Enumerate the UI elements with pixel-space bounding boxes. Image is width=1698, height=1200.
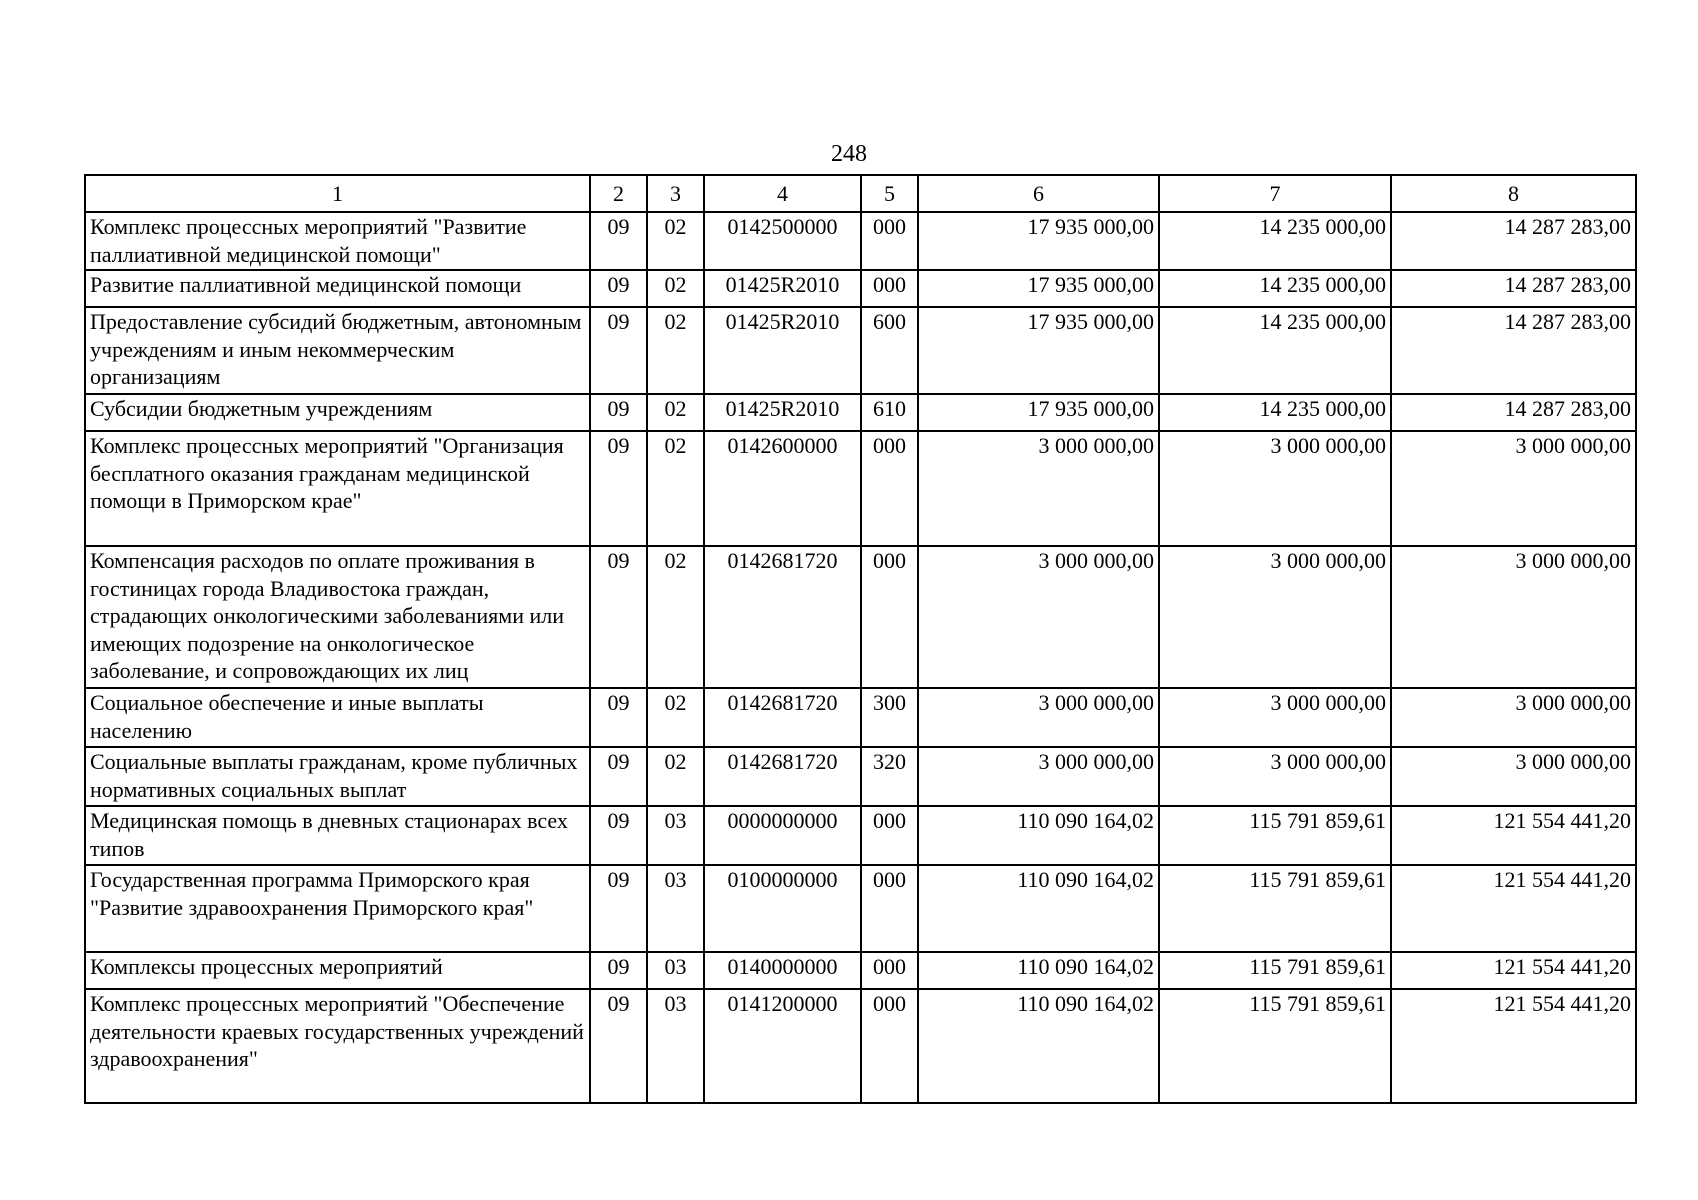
row-target-code: 0142681720 <box>704 688 861 747</box>
row-amount-col8: 14 287 283,00 <box>1391 307 1636 394</box>
row-expense-type: 300 <box>861 688 918 747</box>
table-row <box>85 212 1636 270</box>
row-amount-col8: 121 554 441,20 <box>1391 865 1636 952</box>
row-expense-type: 000 <box>861 270 918 307</box>
table-row <box>85 989 1636 1103</box>
table-row <box>85 307 1636 394</box>
row-subsection: 02 <box>647 431 704 546</box>
header-col-3: 3 <box>647 175 704 212</box>
row-name: Предоставление субсидий бюджетным, автономным учреждениям и иным некоммерческим организациям <box>85 307 590 394</box>
row-target-code: 01425R2010 <box>704 270 861 307</box>
row-name: Комплекс процессных мероприятий "Обеспечение деятельности краевых государственных учреждений здравоохранения" <box>85 989 590 1103</box>
row-amount-col8: 121 554 441,20 <box>1391 806 1636 865</box>
row-amount-col7: 115 791 859,61 <box>1159 806 1391 865</box>
row-subsection: 02 <box>647 307 704 394</box>
table-row <box>85 688 1636 747</box>
row-expense-type: 000 <box>861 546 918 688</box>
row-amount-col8: 3 000 000,00 <box>1391 747 1636 806</box>
row-name: Комплекс процессных мероприятий "Развитие паллиативной медицинской помощи" <box>85 212 590 270</box>
row-expense-type: 000 <box>861 865 918 952</box>
row-amount-col8: 3 000 000,00 <box>1391 546 1636 688</box>
row-subsection: 03 <box>647 865 704 952</box>
row-target-code: 0142500000 <box>704 212 861 270</box>
row-amount-col8: 14 287 283,00 <box>1391 394 1636 431</box>
header-col-7: 7 <box>1159 175 1391 212</box>
row-amount-col7: 3 000 000,00 <box>1159 747 1391 806</box>
row-subsection: 02 <box>647 747 704 806</box>
row-amount-col6: 17 935 000,00 <box>918 270 1159 307</box>
row-expense-type: 000 <box>861 212 918 270</box>
row-amount-col7: 14 235 000,00 <box>1159 270 1391 307</box>
table-row <box>85 747 1636 806</box>
row-section: 09 <box>590 806 647 865</box>
row-section: 09 <box>590 688 647 747</box>
row-expense-type: 600 <box>861 307 918 394</box>
row-section: 09 <box>590 394 647 431</box>
row-subsection: 02 <box>647 394 704 431</box>
row-amount-col6: 3 000 000,00 <box>918 431 1159 546</box>
row-name: Комплексы процессных мероприятий <box>85 952 590 989</box>
row-amount-col8: 14 287 283,00 <box>1391 270 1636 307</box>
row-amount-col7: 115 791 859,61 <box>1159 952 1391 989</box>
row-target-code: 0140000000 <box>704 952 861 989</box>
table-row <box>85 270 1636 307</box>
row-section: 09 <box>590 212 647 270</box>
row-amount-col7: 115 791 859,61 <box>1159 865 1391 952</box>
page-number: 248 <box>831 141 867 167</box>
header-col-2: 2 <box>590 175 647 212</box>
row-amount-col8: 14 287 283,00 <box>1391 212 1636 270</box>
table-row <box>85 952 1636 989</box>
row-amount-col6: 17 935 000,00 <box>918 212 1159 270</box>
row-amount-col6: 110 090 164,02 <box>918 865 1159 952</box>
row-target-code: 01425R2010 <box>704 307 861 394</box>
row-amount-col7: 14 235 000,00 <box>1159 212 1391 270</box>
row-target-code: 0000000000 <box>704 806 861 865</box>
row-section: 09 <box>590 270 647 307</box>
row-amount-col6: 110 090 164,02 <box>918 806 1159 865</box>
row-subsection: 02 <box>647 688 704 747</box>
row-amount-col8: 3 000 000,00 <box>1391 431 1636 546</box>
row-subsection: 03 <box>647 806 704 865</box>
row-amount-col7: 3 000 000,00 <box>1159 546 1391 688</box>
table-row <box>85 546 1636 688</box>
row-section: 09 <box>590 865 647 952</box>
header-col-6: 6 <box>918 175 1159 212</box>
row-expense-type: 000 <box>861 431 918 546</box>
row-amount-col7: 3 000 000,00 <box>1159 431 1391 546</box>
header-col-5: 5 <box>861 175 918 212</box>
row-expense-type: 610 <box>861 394 918 431</box>
row-amount-col6: 3 000 000,00 <box>918 747 1159 806</box>
table-row <box>85 865 1636 952</box>
row-subsection: 02 <box>647 212 704 270</box>
row-expense-type: 320 <box>861 747 918 806</box>
row-name: Социальное обеспечение и иные выплаты населению <box>85 688 590 747</box>
row-section: 09 <box>590 307 647 394</box>
row-expense-type: 000 <box>861 952 918 989</box>
table-row <box>85 394 1636 431</box>
row-section: 09 <box>590 989 647 1103</box>
row-subsection: 02 <box>647 546 704 688</box>
row-amount-col7: 115 791 859,61 <box>1159 989 1391 1103</box>
header-col-4: 4 <box>704 175 861 212</box>
row-name: Медицинская помощь в дневных стационарах всех типов <box>85 806 590 865</box>
row-subsection: 02 <box>647 270 704 307</box>
header-col-8: 8 <box>1391 175 1636 212</box>
row-name: Комплекс процессных мероприятий "Организация бесплатного оказания гражданам медицинской помощи в Приморском крае" <box>85 431 590 546</box>
row-expense-type: 000 <box>861 806 918 865</box>
row-amount-col7: 14 235 000,00 <box>1159 394 1391 431</box>
row-amount-col6: 110 090 164,02 <box>918 989 1159 1103</box>
row-target-code: 0142681720 <box>704 546 861 688</box>
row-section: 09 <box>590 431 647 546</box>
row-amount-col8: 3 000 000,00 <box>1391 688 1636 747</box>
row-section: 09 <box>590 952 647 989</box>
row-amount-col7: 14 235 000,00 <box>1159 307 1391 394</box>
budget-table <box>84 174 1637 1104</box>
row-target-code: 0100000000 <box>704 865 861 952</box>
row-amount-col8: 121 554 441,20 <box>1391 952 1636 989</box>
row-amount-col7: 3 000 000,00 <box>1159 688 1391 747</box>
row-expense-type: 000 <box>861 989 918 1103</box>
row-subsection: 03 <box>647 952 704 989</box>
row-amount-col6: 110 090 164,02 <box>918 952 1159 989</box>
row-name: Развитие паллиативной медицинской помощи <box>85 270 590 307</box>
table-row <box>85 431 1636 546</box>
row-target-code: 0141200000 <box>704 989 861 1103</box>
row-subsection: 03 <box>647 989 704 1103</box>
header-row <box>85 175 1636 212</box>
row-target-code: 0142681720 <box>704 747 861 806</box>
row-target-code: 0142600000 <box>704 431 861 546</box>
row-amount-col6: 3 000 000,00 <box>918 688 1159 747</box>
row-target-code: 01425R2010 <box>704 394 861 431</box>
row-name: Социальные выплаты гражданам, кроме публичных нормативных социальных выплат <box>85 747 590 806</box>
row-section: 09 <box>590 747 647 806</box>
row-amount-col6: 3 000 000,00 <box>918 546 1159 688</box>
row-name: Государственная программа Приморского края "Развитие здравоохранения Приморского края" <box>85 865 590 952</box>
table-row <box>85 806 1636 865</box>
row-amount-col6: 17 935 000,00 <box>918 307 1159 394</box>
row-name: Компенсация расходов по оплате проживания в гостиницах города Владивостока граждан, страдающих онкологическими заболеваниями или имеющих подозрение на онкологическое заболевание, и сопровождающих их лиц <box>85 546 590 688</box>
row-amount-col6: 17 935 000,00 <box>918 394 1159 431</box>
row-amount-col8: 121 554 441,20 <box>1391 989 1636 1103</box>
row-name: Субсидии бюджетным учреждениям <box>85 394 590 431</box>
header-col-1: 1 <box>85 175 590 212</box>
row-section: 09 <box>590 546 647 688</box>
